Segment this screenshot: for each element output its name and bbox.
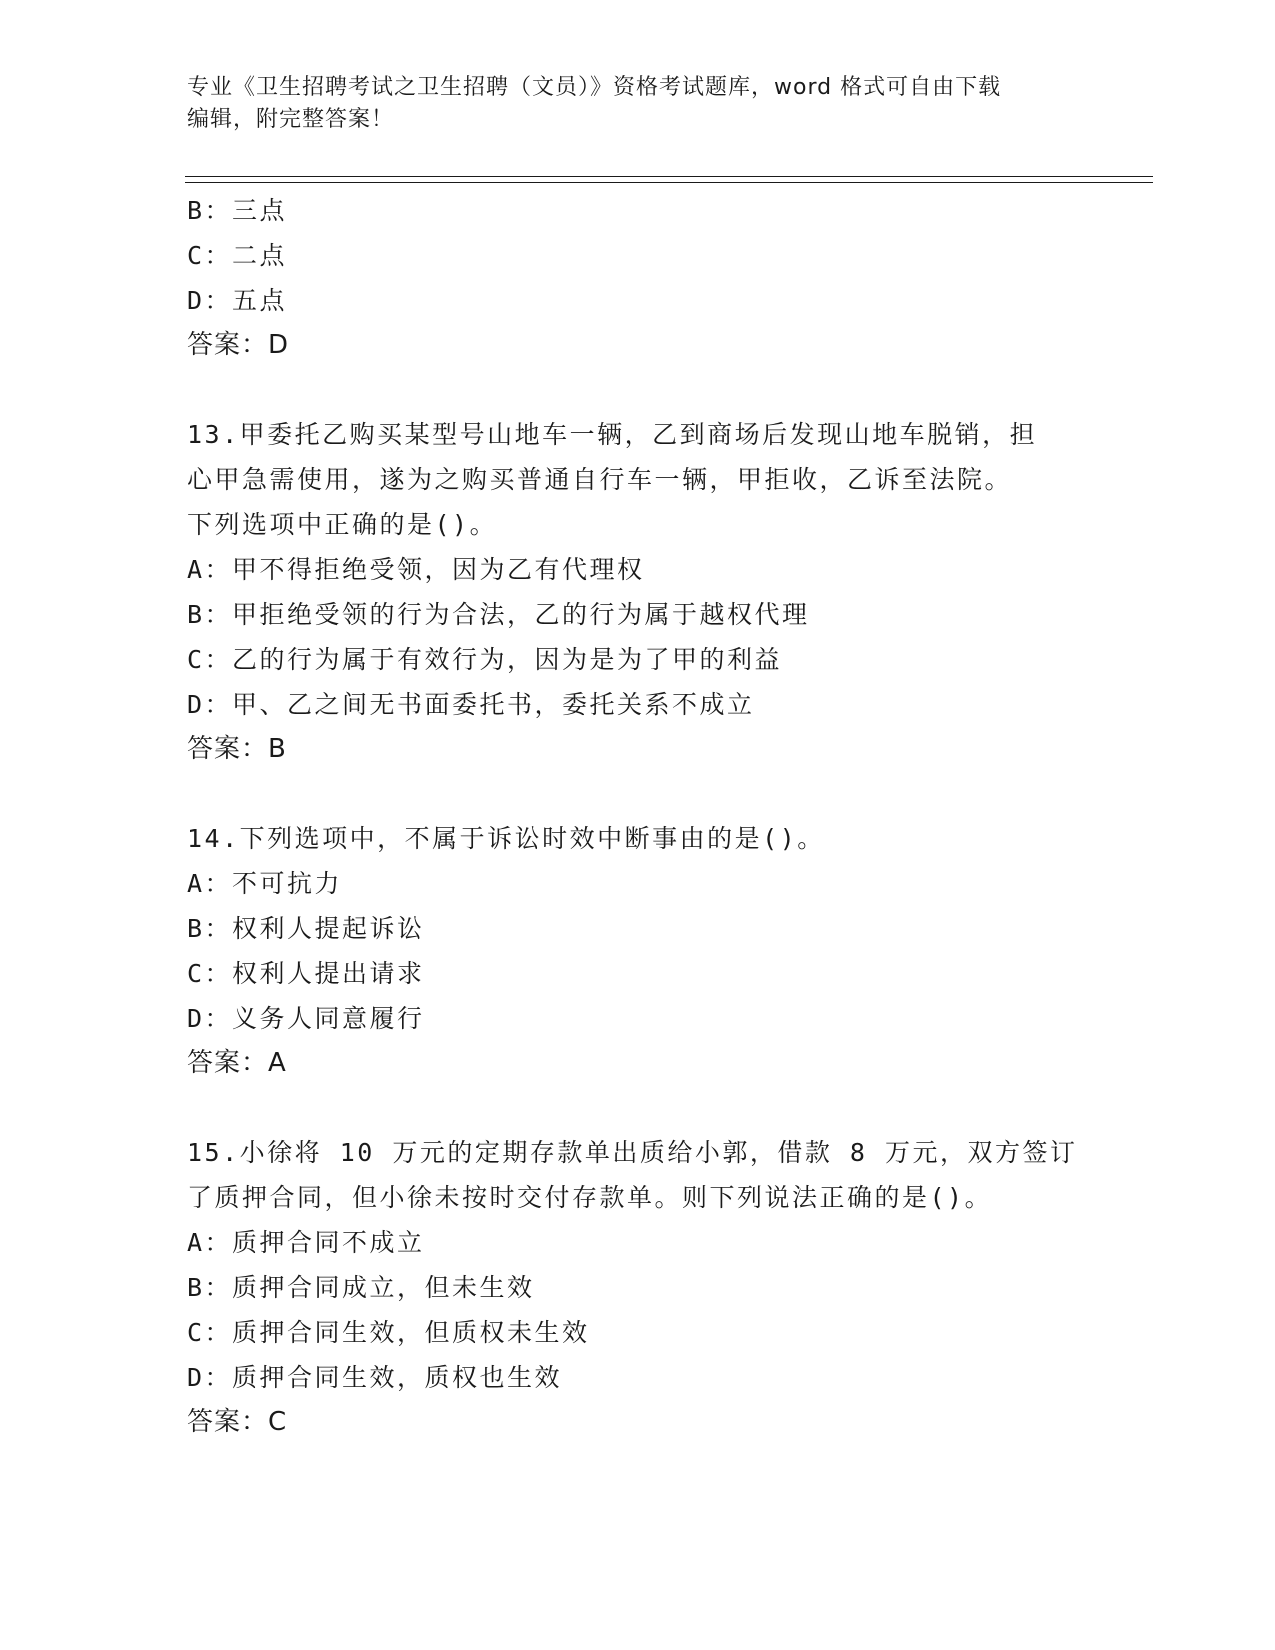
spacer — [187, 772, 1117, 816]
option-c: C：乙的行为属于有效行为，因为是为了甲的利益 — [187, 645, 783, 674]
answer-line: 答案：A — [187, 1048, 287, 1078]
option-b: B：甲拒绝受领的行为合法，乙的行为属于越权代理 — [187, 600, 810, 629]
question-stem-line: 14.下列选项中，不属于诉讼时效中断事由的是()。 — [187, 824, 825, 853]
option-a: A：质押合同不成立 — [187, 1228, 425, 1257]
option-a: A：不可抗力 — [187, 869, 343, 898]
spacer — [187, 1086, 1117, 1130]
question-14 — [187, 816, 1117, 1086]
option-d: D：甲、乙之间无书面委托书，委托关系不成立 — [187, 690, 755, 719]
option-b: B：权利人提起诉讼 — [187, 914, 425, 943]
question-12-tail — [187, 188, 1117, 368]
option-c: C：质押合同生效，但质权未生效 — [187, 1318, 590, 1347]
spacer — [187, 368, 1117, 412]
header-line-1: 专业《卫生招聘考试之卫生招聘（文员）》资格考试题库，word 格式可自由下载 — [187, 75, 1002, 100]
option-a: A：甲不得拒绝受领，因为乙有代理权 — [187, 555, 645, 584]
question-stem-line: 15.小徐将 10 万元的定期存款单出质给小郭，借款 8 万元，双方签订 — [187, 1138, 1078, 1167]
option-c: C：二点 — [187, 241, 288, 270]
answer-line: 答案：B — [187, 734, 287, 764]
option-b: B：三点 — [187, 196, 288, 225]
option-d: D：义务人同意履行 — [187, 1004, 425, 1033]
option-b: B：质押合同成立，但未生效 — [187, 1273, 535, 1302]
question-13 — [187, 412, 1117, 772]
answer-line: 答案：D — [187, 330, 290, 360]
option-d: D：五点 — [187, 286, 288, 315]
header-divider — [185, 176, 1153, 183]
question-stem-line: 下列选项中正确的是()。 — [187, 510, 498, 539]
document-header — [187, 72, 1087, 136]
answer-line: 答案：C — [187, 1407, 288, 1437]
question-stem-line: 13.甲委托乙购买某型号山地车一辆，乙到商场后发现山地车脱销，担 — [187, 420, 1038, 449]
question-stem-line: 心甲急需使用，遂为之购买普通自行车一辆，甲拒收，乙诉至法院。 — [187, 465, 1013, 494]
header-line-2: 编辑，附完整答案！ — [187, 107, 395, 132]
question-list — [187, 188, 1117, 1445]
option-d: D：质押合同生效，质权也生效 — [187, 1363, 563, 1392]
question-15 — [187, 1130, 1117, 1445]
question-stem-line: 了质押合同，但小徐未按时交付存款单。则下列说法正确的是()。 — [187, 1183, 993, 1212]
option-c: C：权利人提出请求 — [187, 959, 425, 988]
